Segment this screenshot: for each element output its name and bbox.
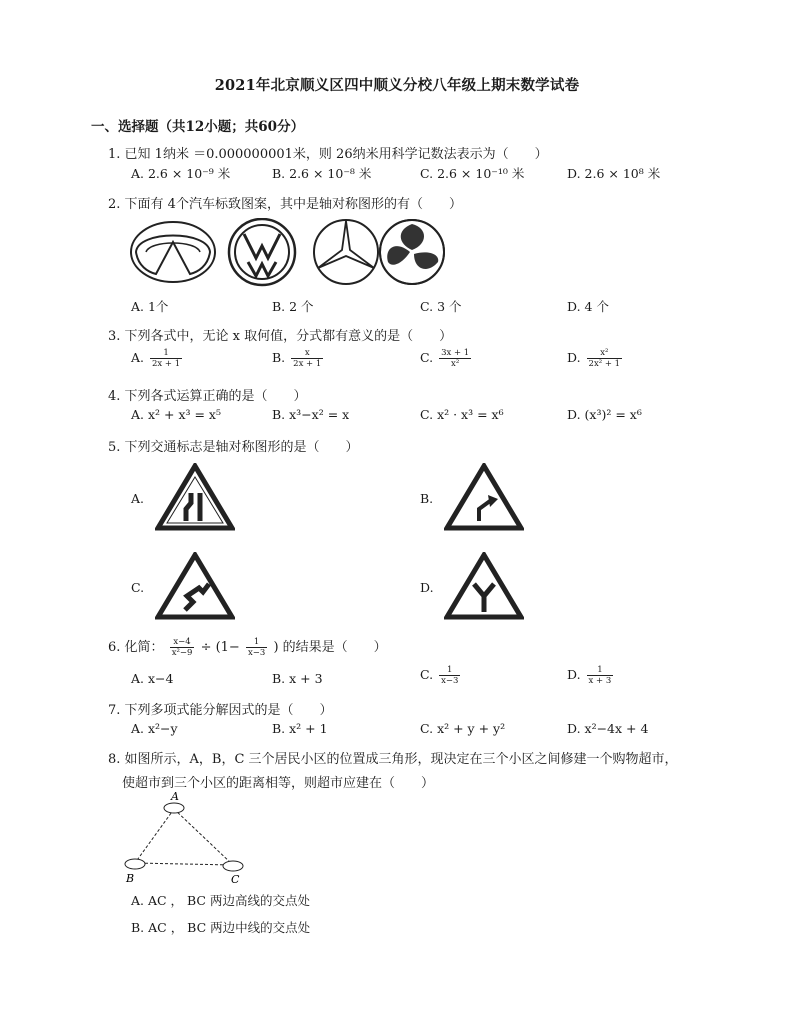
triangle-figure [118, 790, 258, 886]
q6-f2-den: x−3 [247, 648, 266, 658]
q3-c-label: C. [420, 350, 434, 365]
q3-a-num: 1 [150, 348, 182, 359]
q6-c-fraction [439, 665, 460, 686]
q6-f1-num: x−4 [170, 637, 195, 648]
q6-stem-prefix: 6. 化简： [108, 640, 164, 655]
infiniti-logo-icon [131, 222, 215, 282]
q6-d-den: x + 3 [588, 676, 612, 686]
q3-c-den: x² [451, 359, 460, 369]
q3-a-den: 2x + 1 [152, 359, 181, 369]
winding-road-sign-icon [155, 552, 235, 620]
q4-option-b[interactable]: B. x³−x² = x [272, 407, 350, 422]
q1-option-b[interactable]: B. 2.6 × 10⁻⁸ 米 [272, 166, 372, 181]
car-logos-figure [128, 218, 448, 288]
q3-a-fraction [150, 348, 182, 369]
q5-option-b[interactable]: B. [420, 491, 434, 506]
question-2-stem: 2. 下面有 4个汽车标致图案，其中是轴对称图形的有（ ） [108, 197, 462, 212]
q6-fraction-1 [170, 637, 195, 658]
volkswagen-logo-icon [229, 219, 295, 285]
q3-b-label: B. [272, 350, 286, 365]
question-5-stem: 5. 下列交通标志是轴对称图形的是（ ） [108, 440, 359, 455]
q7-option-b[interactable]: B. x² + 1 [272, 721, 328, 736]
q6-stem-suffix: ) 的结果是（ ） [273, 640, 387, 655]
q6-option-b[interactable]: B. x + 3 [272, 671, 323, 686]
q6-d-fraction [587, 665, 614, 686]
section-heading: 一、选择题（共12小题；共60分） [91, 119, 305, 135]
q5-option-c[interactable]: C. [131, 580, 145, 595]
q1-option-d[interactable]: D. 2.6 × 10⁸ 米 [567, 166, 661, 181]
q7-option-d[interactable]: D. x²−4x + 4 [567, 721, 649, 736]
turn-sign-icon [444, 463, 524, 531]
q8-option-b[interactable]: B. AC ， BC 两边中线的交点处 [131, 920, 311, 935]
question-8-stem-line1: 8. 如图所示，A，B，C 三个居民小区的位置成三角形，现决定在三个小区之间修建一个购物超市， [108, 752, 678, 767]
q3-a-label: A. [131, 350, 145, 365]
mercedes-logo-icon [314, 220, 378, 284]
q8-option-a[interactable]: A. AC ， BC 两边高线的交点处 [131, 893, 310, 908]
vertex-b-label: B [126, 872, 135, 885]
q6-fraction-2 [246, 637, 267, 658]
q3-b-num: x [291, 348, 323, 359]
question-1-stem: 1. 已知 1纳米 ＝0.000000001米，则 26纳米用科学记数法表示为（ ） [108, 147, 548, 162]
vertex-a-label: A [171, 790, 179, 803]
q3-b-den: 2x + 1 [293, 359, 322, 369]
q3-option-d[interactable] [567, 348, 624, 369]
q2-option-c[interactable]: C. 3 个 [420, 299, 462, 314]
q7-option-c[interactable]: C. x² + y + y² [420, 721, 506, 736]
q3-c-num: 3x + 1 [441, 348, 470, 358]
q5-option-a[interactable]: A. [131, 491, 145, 506]
q1-option-c[interactable]: C. 2.6 × 10⁻¹⁰ 米 [420, 166, 525, 181]
q2-option-d[interactable]: D. 4 个 [567, 299, 609, 314]
spiral-logo-icon [380, 220, 444, 284]
q6-c-label: C. [420, 667, 434, 682]
lane-merge-sign-icon [155, 463, 235, 531]
q6-d-num: 1 [587, 665, 614, 676]
q7-option-a[interactable]: A. x²−y [131, 721, 178, 736]
q1-option-a[interactable]: A. 2.6 × 10⁻⁹ 米 [131, 166, 231, 181]
q3-option-c[interactable] [420, 348, 473, 369]
y-junction-sign-icon [444, 552, 524, 620]
q6-c-num: 1 [439, 665, 460, 676]
q6-f1-den: x²−9 [171, 648, 193, 658]
q2-option-b[interactable]: B. 2 个 [272, 299, 314, 314]
q3-c-fraction [439, 348, 471, 369]
q6-d-label: D. [567, 667, 581, 682]
q3-b-fraction [291, 348, 323, 369]
q2-option-a[interactable]: A. 1个 [131, 299, 169, 314]
vertex-c-label: C [231, 873, 240, 886]
q3-d-num: x² [587, 348, 623, 359]
q5-option-d[interactable]: D. [420, 580, 434, 595]
question-6-stem [108, 636, 387, 658]
page-title: 2021年北京顺义区四中顺义分校八年级上期末数学试卷 [214, 77, 580, 94]
q3-d-label: D. [567, 350, 581, 365]
q6-option-c[interactable] [420, 665, 462, 686]
question-8-stem-line2: 使超市到三个小区的距离相等，则超市应建在（ ） [122, 776, 435, 791]
q4-option-c[interactable]: C. x² · x³ = x⁶ [420, 407, 504, 422]
q6-f2-num: 1 [246, 637, 267, 648]
q6-option-d[interactable] [567, 665, 615, 686]
q3-option-a[interactable] [131, 348, 184, 369]
question-7-stem: 7. 下列多项式能分解因式的是（ ） [108, 703, 333, 718]
q6-c-den: x−3 [441, 676, 459, 686]
q3-d-den: 2x² + 1 [588, 359, 621, 369]
q3-d-fraction [587, 348, 623, 369]
q4-option-d[interactable]: D. (x³)² = x⁶ [567, 407, 642, 422]
q6-stem-mid: ÷ (1− [200, 640, 240, 655]
question-3-stem: 3. 下列各式中，无论 x 取何值，分式都有意义的是（ ） [108, 329, 453, 344]
question-4-stem: 4. 下列各式运算正确的是（ ） [108, 389, 307, 404]
q3-option-b[interactable] [272, 348, 325, 369]
q6-option-a[interactable]: A. x−4 [131, 671, 174, 686]
q4-option-a[interactable]: A. x² + x³ = x⁵ [131, 407, 221, 422]
